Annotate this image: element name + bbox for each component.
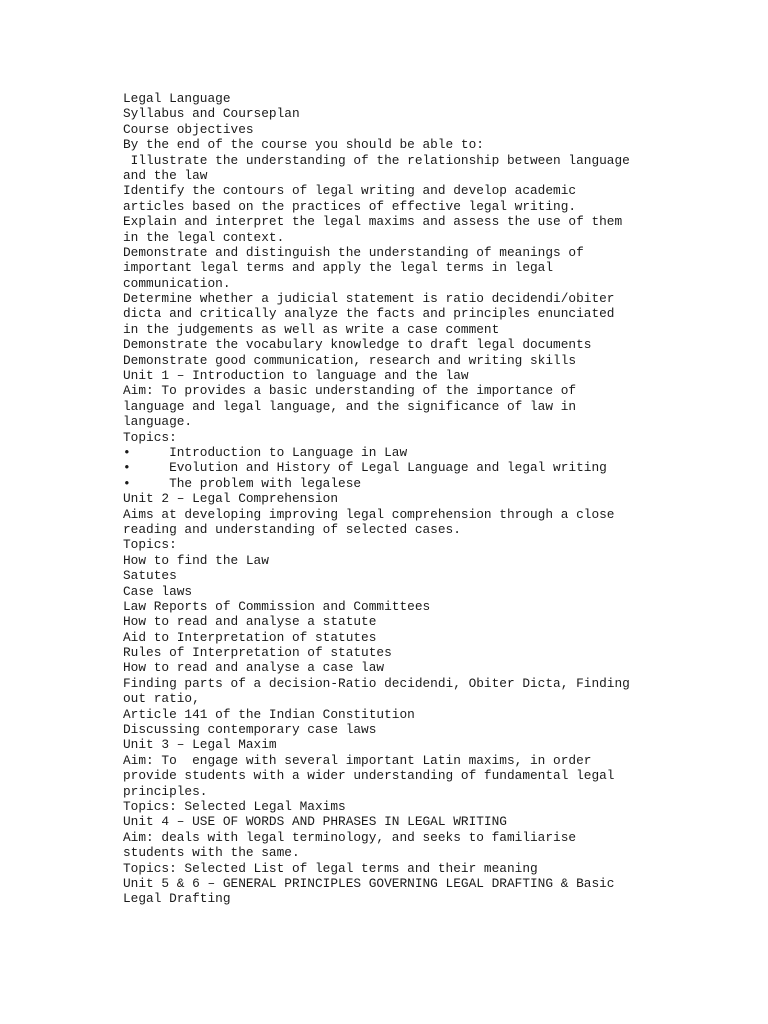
text-line: Aims at developing improving legal comprehension through a close xyxy=(123,506,615,522)
text-line: provide students with a wider understanding of fundamental legal xyxy=(123,768,615,784)
text-line: communication. xyxy=(123,275,231,291)
text-line: articles based on the practices of effective legal writing. xyxy=(123,198,577,214)
text-line: Explain and interpret the legal maxims and assess the use of them xyxy=(123,214,623,230)
unit-heading-2: Unit 2 – Legal Comprehension xyxy=(123,491,339,507)
text-line: Demonstrate the vocabulary knowledge to draft legal documents xyxy=(123,337,592,353)
unit-heading-4: Unit 4 – USE OF WORDS AND PHRASES IN LEGAL WRITING xyxy=(123,814,507,830)
text-line: principles. xyxy=(123,783,208,799)
topic-item: How to read and analyse a statute xyxy=(123,614,377,630)
text-line: Illustrate the understanding of the relationship between language xyxy=(123,152,630,168)
topic-item: Article 141 of the Indian Constitution xyxy=(123,706,415,722)
text-line: language. xyxy=(123,414,193,430)
topics-label: Topics: xyxy=(123,537,177,553)
topics-label: Topics: xyxy=(123,429,177,445)
text-line: Legal Drafting xyxy=(123,891,231,907)
topic-item: out ratio, xyxy=(123,691,200,707)
unit-heading-5-6: Unit 5 & 6 – GENERAL PRINCIPLES GOVERNING LEGAL DRAFTING & Basic xyxy=(123,875,615,891)
text-line: Aim: To provides a basic understanding of the importance of xyxy=(123,383,577,399)
text-line: Identify the contours of legal writing and develop academic xyxy=(123,183,577,199)
text-line: Demonstrate and distinguish the understanding of meanings of xyxy=(123,244,584,260)
text-line: By the end of the course you should be able to: xyxy=(123,137,484,153)
topics-label: Topics: Selected List of legal terms and their meaning xyxy=(123,860,538,876)
topics-label: Topics: Selected Legal Maxims xyxy=(123,798,346,814)
text-line: and the law xyxy=(123,167,208,183)
topic-item: Rules of Interpretation of statutes xyxy=(123,645,392,661)
bullet-item: • Introduction to Language in Law xyxy=(123,444,408,460)
topic-item: Case laws xyxy=(123,583,193,599)
text-line: in the legal context. xyxy=(123,229,285,245)
text-line: Demonstrate good communication, research and writing skills xyxy=(123,352,577,368)
unit-heading-3: Unit 3 – Legal Maxim xyxy=(123,737,277,753)
text-line: language and legal language, and the significance of law in xyxy=(123,398,577,414)
document-title: Legal Language xyxy=(123,91,231,106)
topic-item: Finding parts of a decision-Ratio decidendi, Obiter Dicta, Finding xyxy=(123,675,630,691)
text-line: dicta and critically analyze the facts and principles enunciated xyxy=(123,306,615,322)
bullet-item: • Evolution and History of Legal Language and legal writing xyxy=(123,460,607,476)
text-line: Aim: To engage with several important Latin maxims, in order xyxy=(123,752,592,768)
text-line: students with the same. xyxy=(123,845,300,861)
topic-item: Satutes xyxy=(123,568,177,584)
topic-item: Discussing contemporary case laws xyxy=(123,722,377,738)
document-page xyxy=(123,91,653,907)
text-line: in the judgements as well as write a case comment xyxy=(123,321,500,337)
topic-item: How to read and analyse a case law xyxy=(123,660,385,676)
topic-item: Law Reports of Commission and Committees xyxy=(123,598,431,614)
topic-item: Aid to Interpretation of statutes xyxy=(123,629,377,645)
bullet-item: • The problem with legalese xyxy=(123,475,362,491)
document-subtitle: Syllabus and Courseplan xyxy=(123,106,300,122)
section-heading-objectives: Course objectives xyxy=(123,121,254,137)
text-line: Aim: deals with legal terminology, and seeks to familiarise xyxy=(123,829,577,845)
text-line: reading and understanding of selected cases. xyxy=(123,521,461,537)
text-line: important legal terms and apply the legal terms in legal xyxy=(123,260,554,276)
text-line: Determine whether a judicial statement is ratio decidendi/obiter xyxy=(123,291,615,307)
topic-item: How to find the Law xyxy=(123,552,269,568)
unit-heading-1: Unit 1 – Introduction to language and the law xyxy=(123,368,469,384)
